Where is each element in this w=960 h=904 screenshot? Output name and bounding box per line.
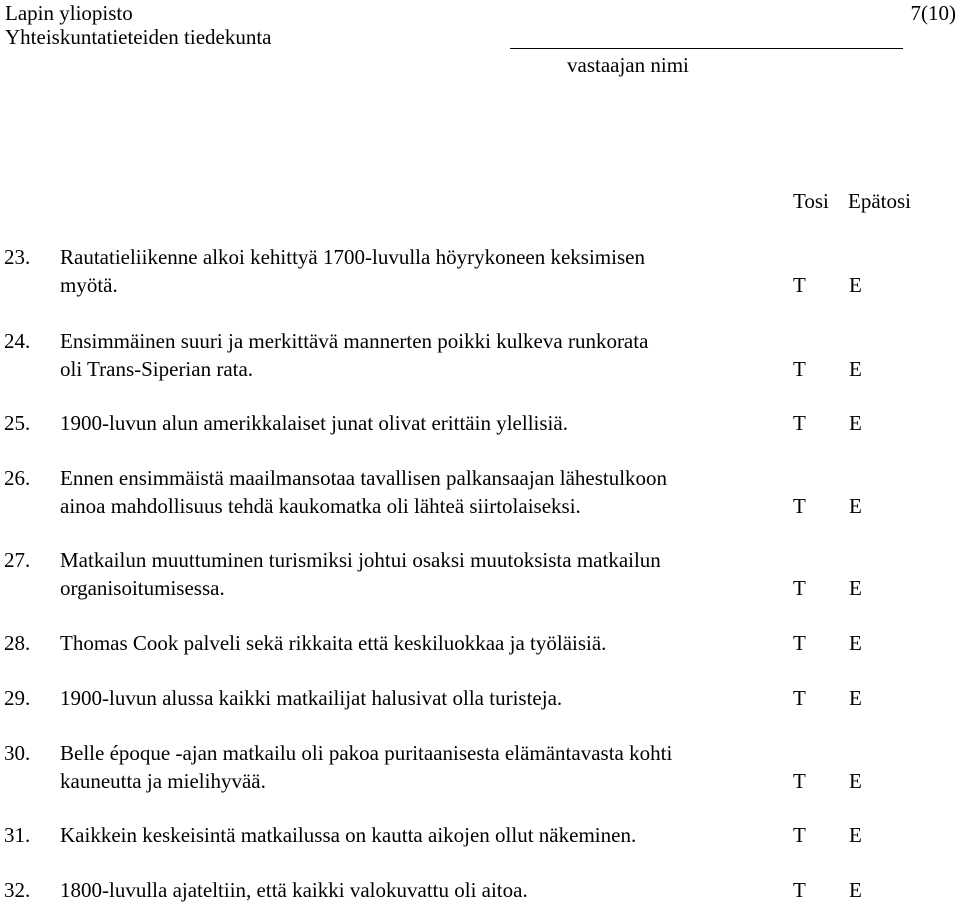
question-number: 30. <box>4 741 31 765</box>
question-number: 29. <box>4 686 31 710</box>
question-text-line: oli Trans-Siperian rata. <box>60 357 254 381</box>
question-text-line: 1900-luvun alun amerikkalaiset junat olivat erittäin ylellisiä. <box>60 411 568 435</box>
answer-true-option[interactable]: T <box>793 576 806 600</box>
answer-true-option[interactable]: T <box>793 494 806 518</box>
page-number: 7(10) <box>910 1 956 25</box>
question-text-line: ainoa mahdollisuus tehdä kaukomatka oli lähteä siirtolaiseksi. <box>60 494 581 518</box>
answer-true-option[interactable]: T <box>793 686 806 710</box>
answer-true-option[interactable]: T <box>793 273 806 297</box>
question-number: 26. <box>4 466 31 490</box>
question-number: 25. <box>4 411 31 435</box>
answer-true-option[interactable]: T <box>793 878 806 902</box>
column-header-false: Epätosi <box>848 189 911 213</box>
answer-false-option[interactable]: E <box>849 823 862 847</box>
question-text-line: Ennen ensimmäistä maailmansotaa tavallisen palkansaajan lähestulkoon <box>60 466 668 490</box>
question-number: 32. <box>4 878 31 902</box>
answer-true-option[interactable]: T <box>793 357 806 381</box>
column-header-true: Tosi <box>793 189 829 213</box>
answer-false-option[interactable]: E <box>849 686 862 710</box>
answer-true-option[interactable]: T <box>793 823 806 847</box>
question-number: 31. <box>4 823 31 847</box>
answer-true-option[interactable]: T <box>793 631 806 655</box>
question-text-line: 1900-luvun alussa kaikki matkailijat halusivat olla turisteja. <box>60 686 563 710</box>
answer-true-option[interactable]: T <box>793 411 806 435</box>
faculty-name: Yhteiskuntatieteiden tiedekunta <box>5 25 272 49</box>
answer-false-option[interactable]: E <box>849 357 862 381</box>
university-name: Lapin yliopisto <box>5 1 133 25</box>
question-number: 24. <box>4 329 31 353</box>
question-text-line: Thomas Cook palveli sekä rikkaita että keskiluokkaa ja työläisiä. <box>60 631 607 655</box>
answer-false-option[interactable]: E <box>849 769 862 793</box>
answer-false-option[interactable]: E <box>849 878 862 902</box>
answer-false-option[interactable]: E <box>849 576 862 600</box>
question-text-line: kauneutta ja mielihyvää. <box>60 769 266 793</box>
question-text-line: myötä. <box>60 273 118 297</box>
answer-false-option[interactable]: E <box>849 494 862 518</box>
answer-false-option[interactable]: E <box>849 411 862 435</box>
question-text-line: Ensimmäinen suuri ja merkittävä mannerten poikki kulkeva runkorata <box>60 329 649 353</box>
question-number: 28. <box>4 631 31 655</box>
answer-true-option[interactable]: T <box>793 769 806 793</box>
question-number: 27. <box>4 548 31 572</box>
answer-false-option[interactable]: E <box>849 631 862 655</box>
question-text-line: 1800-luvulla ajateltiin, että kaikki valokuvattu oli aitoa. <box>60 878 528 902</box>
answer-false-option[interactable]: E <box>849 273 862 297</box>
question-text-line: organisoitumisessa. <box>60 576 225 600</box>
question-text-line: Belle époque -ajan matkailu oli pakoa puritaanisesta elämäntavasta kohti <box>60 741 673 765</box>
question-text-line: Rautatieliikenne alkoi kehittyä 1700-luvulla höyrykoneen keksimisen <box>60 245 645 269</box>
question-text-line: Kaikkein keskeisintä matkailussa on kautta aikojen ollut näkeminen. <box>60 823 637 847</box>
respondent-name-line[interactable] <box>510 48 903 49</box>
respondent-name-label: vastaajan nimi <box>567 53 689 77</box>
question-text-line: Matkailun muuttuminen turismiksi johtui osaksi muutoksista matkailun <box>60 548 661 572</box>
question-number: 23. <box>4 245 31 269</box>
